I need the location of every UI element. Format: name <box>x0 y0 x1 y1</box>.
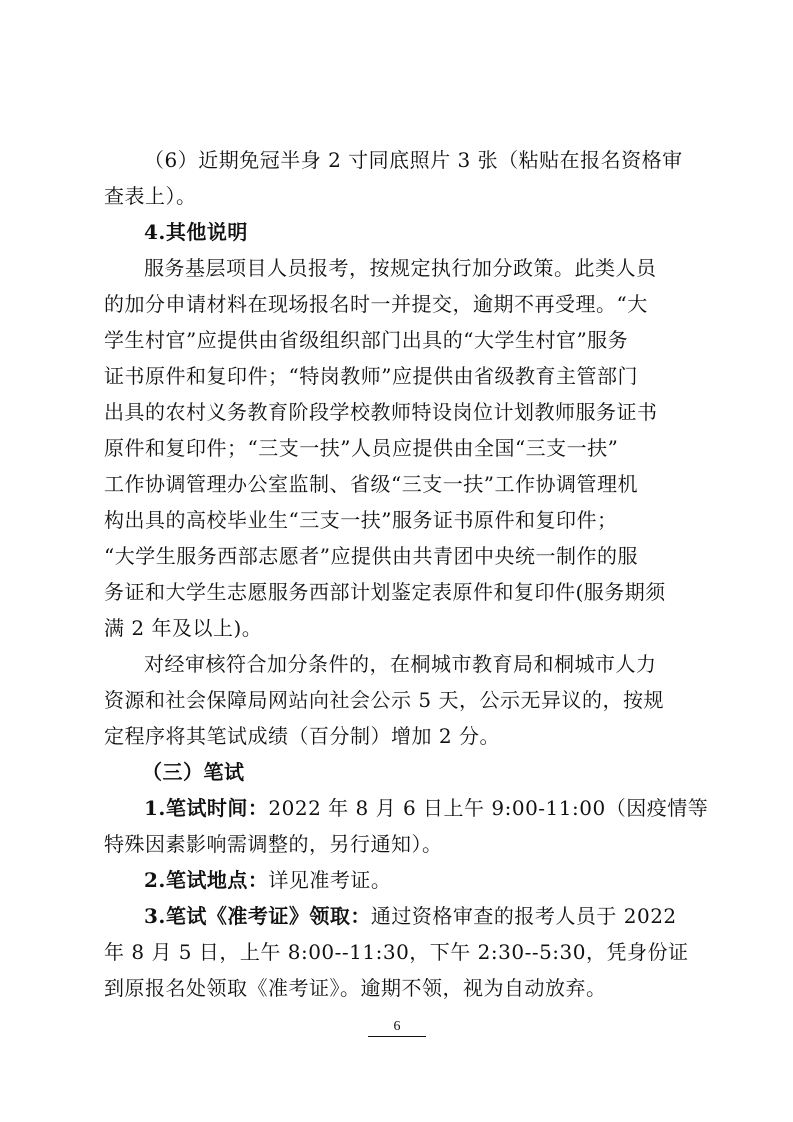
body-line: 查表上）。 <box>104 184 197 208</box>
section-heading: （三）笔试 <box>142 760 245 784</box>
item-text: 2022 年 8 月 6 日上午 9:00-11:00（因疫情等 <box>268 796 709 820</box>
section-heading: 4.其他说明 <box>144 220 248 244</box>
body-line: 资源和社会保障局网站向社会公示 5 天，公示无异议的，按规 <box>104 688 664 712</box>
body-line: 服务基层项目人员报考，按规定执行加分政策。此类人员 <box>144 256 657 280</box>
body-line: 年 8 月 5 日，上午 8:00--11:30，下午 2:30--5:30，凭身份证 <box>104 940 689 964</box>
body-line: 出具的农村义务教育阶段学校教师特设岗位计划教师服务证书 <box>104 400 658 424</box>
body-line: “大学生服务西部志愿者”应提供由共青团中央统一制作的服 <box>104 544 638 568</box>
item-label: 3.笔试《准考证》领取： <box>144 904 371 928</box>
body-line: 构出具的高校毕业生“三支一扶”服务证书原件和复印件； <box>104 508 618 532</box>
body-line: 务证和大学生志愿服务西部计划鉴定表原件和复印件(服务期须 <box>104 580 666 604</box>
item-label: 2.笔试地点： <box>144 868 269 892</box>
item-text: 通过资格审查的报考人员于 2022 <box>370 904 677 928</box>
item-text: 详见准考证。 <box>268 868 392 892</box>
body-line: 特殊因素影响需调整的，另行通知）。 <box>104 832 443 856</box>
body-line: 的加分申请材料在现场报名时一并提交，逾期不再受理。“大 <box>104 292 648 316</box>
body-line: 证书原件和复印件；“特岗教师”应提供由省级教育主管部门 <box>104 364 638 388</box>
body-line: 学生村官”应提供由省级组织部门出具的“大学生村官”服务 <box>104 328 629 352</box>
body-line: 工作协调管理办公室监制、省级“三支一扶”工作协调管理机 <box>104 472 638 496</box>
page-number: 6 <box>368 1018 426 1037</box>
list-item <box>144 867 690 893</box>
body-line: 对经审核符合加分条件的，在桐城市教育局和桐城市人力 <box>144 652 657 676</box>
body-line: 满 2 年及以上)。 <box>104 616 263 640</box>
item-label: 1.笔试时间： <box>144 796 269 820</box>
body-line: 到原报名处领取《准考证》。逾期不领，视为自动放弃。 <box>104 976 607 1000</box>
body-line: 定程序将其笔试成绩（百分制）增加 2 分。 <box>104 724 500 748</box>
list-item <box>144 903 690 929</box>
body-line: （6）近期免冠半身 2 寸同底照片 3 张（粘贴在报名资格审 <box>144 148 683 172</box>
list-item <box>144 795 709 821</box>
body-line: 原件和复印件；“三支一扶”人员应提供由全国“三支一扶” <box>104 436 619 460</box>
